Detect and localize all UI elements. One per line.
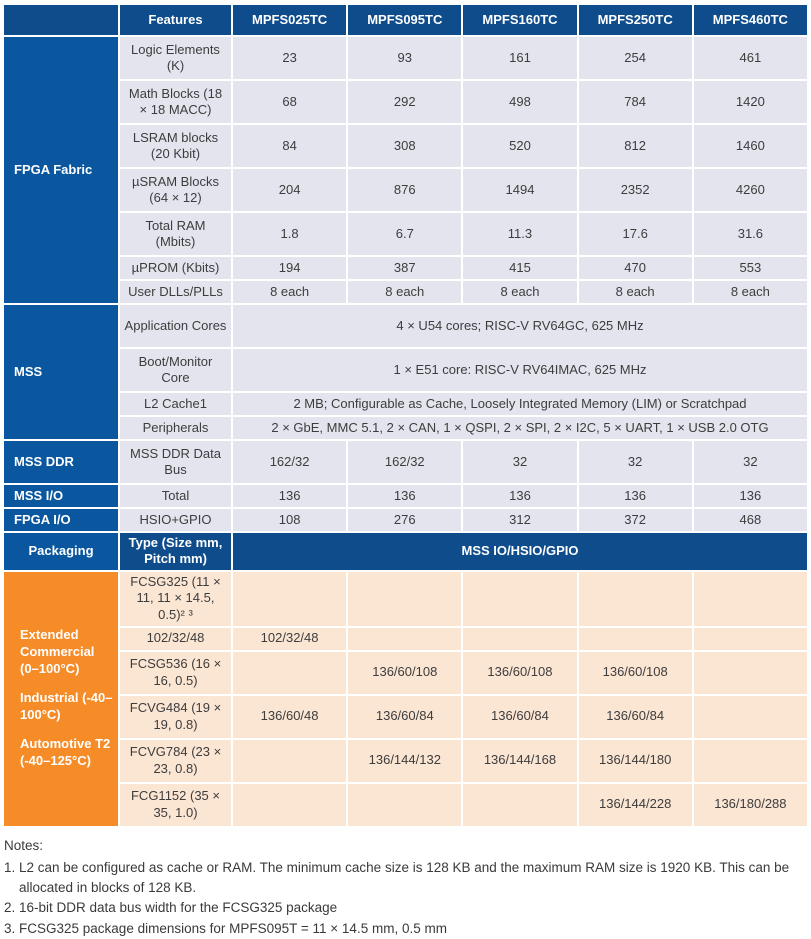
package-type-header: Type (Size mm, Pitch mm) <box>120 533 231 570</box>
feature-cell: Math Blocks (18 × 18 MACC) <box>120 81 231 123</box>
table-row <box>4 652 807 694</box>
value-cell: 1.8 <box>233 213 346 255</box>
packaging-header-row <box>4 533 807 570</box>
package-value-cell <box>233 740 346 782</box>
value-cell: 276 <box>348 509 461 531</box>
value-cell: 136 <box>579 485 692 507</box>
product-header: MPFS160TC <box>463 5 576 35</box>
category-cell-mss-io: MSS I/O <box>4 485 118 507</box>
value-cell: 292 <box>348 81 461 123</box>
value-cell: 520 <box>463 125 576 167</box>
package-type-cell: FCVG484 (19 × 19, 0.8) <box>120 696 231 738</box>
notes-section <box>4 836 811 939</box>
package-value-cell <box>694 572 807 626</box>
package-value-cell <box>694 628 807 650</box>
value-cell: 8 each <box>463 281 576 303</box>
value-cell: 308 <box>348 125 461 167</box>
package-value-cell <box>463 572 576 626</box>
table-row <box>4 37 807 79</box>
package-value-cell <box>579 572 692 626</box>
product-selector-table <box>2 3 809 828</box>
note-item: 3. FCSG325 package dimensions for MPFS095T = 11 × 14.5 mm, 0.5 mm <box>4 920 447 936</box>
table-row <box>4 257 807 279</box>
package-value-cell <box>694 696 807 738</box>
value-cell: 468 <box>694 509 807 531</box>
corner-cell <box>4 5 118 35</box>
value-cell: 84 <box>233 125 346 167</box>
package-value-cell: 136/60/84 <box>463 696 576 738</box>
package-value-cell: 136/144/132 <box>348 740 461 782</box>
value-cell: 161 <box>463 37 576 79</box>
value-cell: 8 each <box>694 281 807 303</box>
temp-grade-label: Industrial (-40–100°C) <box>20 690 113 722</box>
value-cell: 1460 <box>694 125 807 167</box>
table-row <box>4 696 807 738</box>
value-cell: 876 <box>348 169 461 211</box>
table-row <box>4 349 807 391</box>
category-cell-mss: MSS <box>4 305 118 439</box>
package-value-cell: 136/180/288 <box>694 784 807 826</box>
package-value-cell <box>694 740 807 782</box>
product-header: MPFS025TC <box>233 5 346 35</box>
table-row <box>4 417 807 439</box>
table-row <box>4 441 807 483</box>
table-row <box>4 169 807 211</box>
value-cell: 784 <box>579 81 692 123</box>
product-header: MPFS460TC <box>694 5 807 35</box>
temperature-grades-cell <box>4 572 118 826</box>
product-header: MPFS250TC <box>579 5 692 35</box>
feature-cell: Application Cores <box>120 305 231 347</box>
table-row <box>4 572 807 626</box>
package-type-cell: 102/32/48 <box>120 628 231 650</box>
table-row <box>4 784 807 826</box>
table-row <box>4 740 807 782</box>
table-row <box>4 305 807 347</box>
feature-cell: µPROM (Kbits) <box>120 257 231 279</box>
value-cell: 204 <box>233 169 346 211</box>
package-value-cell <box>463 784 576 826</box>
feature-cell: Boot/Monitor Core <box>120 349 231 391</box>
value-cell: 415 <box>463 257 576 279</box>
value-cell: 23 <box>233 37 346 79</box>
header-row <box>4 5 807 35</box>
package-value-cell: 102/32/48 <box>233 628 346 650</box>
mss-io-hsio-gpio-header: MSS IO/HSIO/GPIO <box>233 533 807 570</box>
notes-title: Notes: <box>4 837 44 853</box>
package-value-cell <box>233 572 346 626</box>
package-value-cell: 136/60/108 <box>463 652 576 694</box>
note-item: 1. L2 can be configured as cache or RAM. The minimum cache size is 128 KB and the maximum RAM size is 1920 KB. This can be allocated in blocks of 128 KB. <box>4 859 790 895</box>
value-cell: 4260 <box>694 169 807 211</box>
feature-cell: Total <box>120 485 231 507</box>
table-row <box>4 213 807 255</box>
span-value-cell: 2 × GbE, MMC 5.1, 2 × CAN, 1 × QSPI, 2 × SPI, 2 × I2C, 5 × UART, 1 × USB 2.0 OTG <box>233 417 807 439</box>
package-value-cell <box>348 784 461 826</box>
feature-cell: HSIO+GPIO <box>120 509 231 531</box>
temp-grade-label: Extended Commercial (0–100°C) <box>20 627 95 677</box>
feature-cell: User DLLs/PLLs <box>120 281 231 303</box>
category-cell-mss-ddr: MSS DDR <box>4 441 118 483</box>
feature-cell: L2 Cache1 <box>120 393 231 415</box>
value-cell: 108 <box>233 509 346 531</box>
package-value-cell <box>233 784 346 826</box>
value-cell: 372 <box>579 509 692 531</box>
feature-cell: µSRAM Blocks (64 × 12) <box>120 169 231 211</box>
value-cell: 136 <box>348 485 461 507</box>
feature-cell: LSRAM blocks (20 Kbit) <box>120 125 231 167</box>
value-cell: 31.6 <box>694 213 807 255</box>
value-cell: 387 <box>348 257 461 279</box>
package-value-cell <box>348 628 461 650</box>
value-cell: 136 <box>694 485 807 507</box>
feature-cell: Logic Elements (K) <box>120 37 231 79</box>
table-row <box>4 485 807 507</box>
package-value-cell <box>463 628 576 650</box>
package-value-cell <box>348 572 461 626</box>
value-cell: 470 <box>579 257 692 279</box>
package-value-cell: 136/144/168 <box>463 740 576 782</box>
span-value-cell: 1 × E51 core: RISC-V RV64IMAC, 625 MHz <box>233 349 807 391</box>
table-row <box>4 281 807 303</box>
feature-cell: Total RAM (Mbits) <box>120 213 231 255</box>
package-type-cell: FCVG784 (23 × 23, 0.8) <box>120 740 231 782</box>
table-row <box>4 81 807 123</box>
value-cell: 1420 <box>694 81 807 123</box>
package-value-cell: 136/60/48 <box>233 696 346 738</box>
package-value-cell: 136/60/108 <box>579 652 692 694</box>
value-cell: 8 each <box>348 281 461 303</box>
value-cell: 136 <box>463 485 576 507</box>
value-cell: 812 <box>579 125 692 167</box>
package-value-cell: 136/60/108 <box>348 652 461 694</box>
table-row <box>4 125 807 167</box>
value-cell: 194 <box>233 257 346 279</box>
value-cell: 1494 <box>463 169 576 211</box>
category-cell-fpga-io: FPGA I/O <box>4 509 118 531</box>
value-cell: 32 <box>579 441 692 483</box>
package-value-cell: 136/144/180 <box>579 740 692 782</box>
value-cell: 17.6 <box>579 213 692 255</box>
package-value-cell: 136/60/84 <box>579 696 692 738</box>
value-cell: 11.3 <box>463 213 576 255</box>
package-value-cell <box>694 652 807 694</box>
value-cell: 8 each <box>579 281 692 303</box>
value-cell: 254 <box>579 37 692 79</box>
value-cell: 8 each <box>233 281 346 303</box>
temp-grade-label: Automotive T2 (-40–125°C) <box>20 735 111 768</box>
package-value-cell <box>233 652 346 694</box>
value-cell: 498 <box>463 81 576 123</box>
value-cell: 553 <box>694 257 807 279</box>
package-value-cell <box>579 628 692 650</box>
features-header: Features <box>120 5 231 35</box>
value-cell: 32 <box>463 441 576 483</box>
value-cell: 136 <box>233 485 346 507</box>
value-cell: 461 <box>694 37 807 79</box>
feature-cell: Peripherals <box>120 417 231 439</box>
value-cell: 162/32 <box>348 441 461 483</box>
value-cell: 312 <box>463 509 576 531</box>
note-item: 2. 16-bit DDR data bus width for the FCSG325 package <box>4 900 338 916</box>
value-cell: 93 <box>348 37 461 79</box>
category-cell-fpga-fabric: FPGA Fabric <box>4 37 118 303</box>
product-header: MPFS095TC <box>348 5 461 35</box>
package-value-cell: 136/144/228 <box>579 784 692 826</box>
package-type-cell: FCG1152 (35 × 35, 1.0) <box>120 784 231 826</box>
table-row <box>4 509 807 531</box>
feature-cell: MSS DDR Data Bus <box>120 441 231 483</box>
table-row <box>4 628 807 650</box>
package-type-cell: FCSG536 (16 × 16, 0.5) <box>120 652 231 694</box>
category-cell-packaging: Packaging <box>4 533 118 570</box>
value-cell: 162/32 <box>233 441 346 483</box>
value-cell: 6.7 <box>348 213 461 255</box>
product-brief-page <box>0 3 811 939</box>
package-type-cell: FCSG325 (11 × 11, 11 × 14.5, 0.5)² ³ <box>120 572 231 626</box>
table-row <box>4 393 807 415</box>
span-value-cell: 4 × U54 cores; RISC-V RV64GC, 625 MHz <box>233 305 807 347</box>
value-cell: 2352 <box>579 169 692 211</box>
package-value-cell: 136/60/84 <box>348 696 461 738</box>
value-cell: 32 <box>694 441 807 483</box>
span-value-cell: 2 MB; Configurable as Cache, Loosely Integrated Memory (LIM) or Scratchpad <box>233 393 807 415</box>
value-cell: 68 <box>233 81 346 123</box>
